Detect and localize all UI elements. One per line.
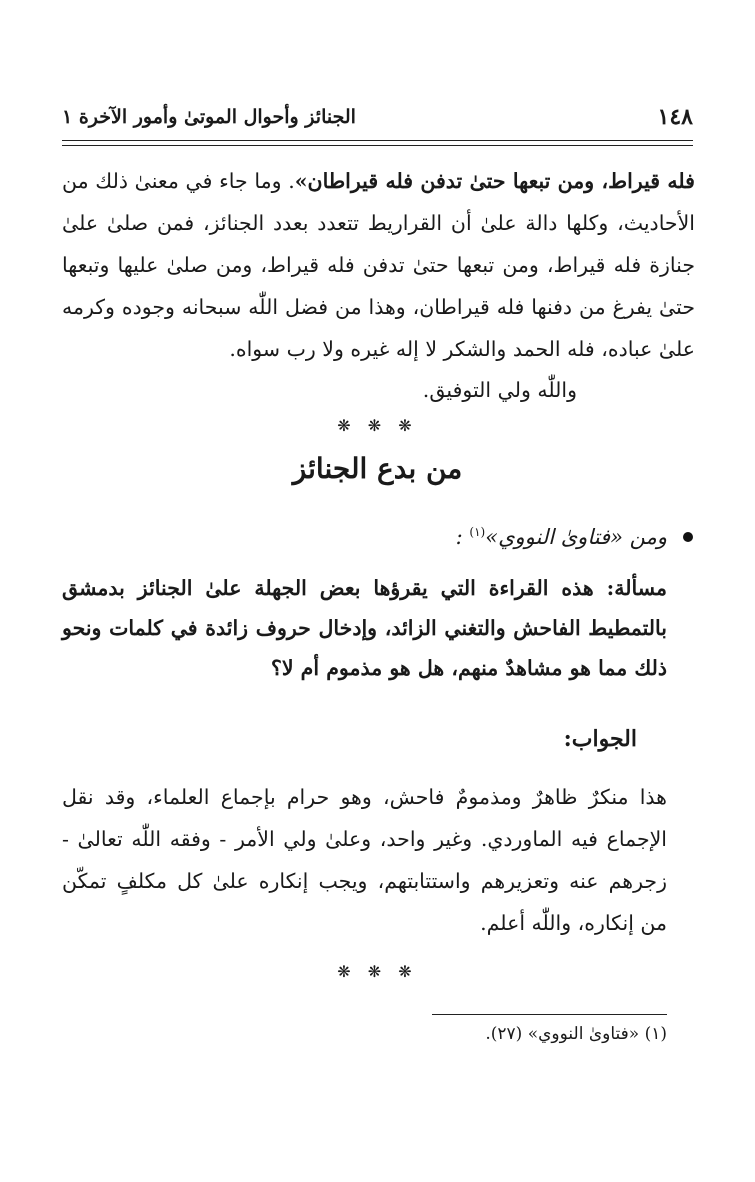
footnote-rule xyxy=(432,1014,667,1015)
header-rule-bottom xyxy=(62,145,693,146)
section-separator: ❋ ❋ ❋ xyxy=(337,416,418,435)
answer-text: هذا منكرٌ ظاهرٌ ومذمومٌ فاحش، وهو حرام بإجماع العلماء، وقد نقل الإجماع فيه الماوردي. وغير واحد، وعلىٰ ولي الأمر - وفقه اللّٰه تعالىٰ - زجرهم عنه وتعزيرهم واستتابتهم، ويجب إنكاره علىٰ كل مكلفٍ تمكّن من إنكاره، واللّٰه أعلم. xyxy=(62,785,667,935)
body-paragraph xyxy=(62,160,695,370)
page-number: ١٤٨ xyxy=(657,104,693,130)
footnote-marker: (١) xyxy=(469,525,486,539)
question-text: مسألة: هذه القراءة التي يقرؤها بعض الجهلة علىٰ الجنائز بدمشق بالتمطيط الفاحش والتغني الزائد، وإدخال حروف زائدة في كلمات ونحو ذلك مما هو مشاهدٌ منهم، هل هو مذموم أم لا؟ xyxy=(62,576,667,680)
closing-line: واللّٰه ولي التوفيق. xyxy=(422,378,577,402)
source-colon: : xyxy=(455,525,463,549)
hadith-quote-end: فله قيراط، ومن تبعها حتىٰ تدفن فله قيراطان» xyxy=(294,169,695,193)
end-separator: ❋ ❋ ❋ xyxy=(337,962,418,981)
section-title: من بدع الجنائز xyxy=(292,452,463,485)
header-rule-top xyxy=(62,140,693,141)
body-paragraph-text: . وما جاء في معنىٰ ذلك من الأحاديث، وكلها دالة علىٰ أن القراريط تتعدد بعدد الجنائز، فمن صلىٰ علىٰ جنازة فله قيراط، ومن تبعها حتىٰ تدفن فله قيراط، ومن صلىٰ عليها وتبعها حتىٰ يفرغ من دفنها فله قيراطان، وهذا من فضل اللّٰه سبحانه وجوده وكرمه علىٰ عباده، فله الحمد والشكر لا إله غيره ولا رب سواه. xyxy=(62,169,695,361)
source-line xyxy=(456,525,667,549)
running-title: الجنائز وأحوال الموتىٰ وأمور الآخرة ١ xyxy=(62,106,356,128)
answer-label: الجواب: xyxy=(563,726,637,752)
source-name: ومن «فتاوىٰ النووي» xyxy=(485,525,667,549)
bullet-icon xyxy=(683,532,693,542)
footnote: (١) «فتاوىٰ النووي» (٢٧). xyxy=(485,1024,667,1044)
page-header xyxy=(62,104,693,134)
